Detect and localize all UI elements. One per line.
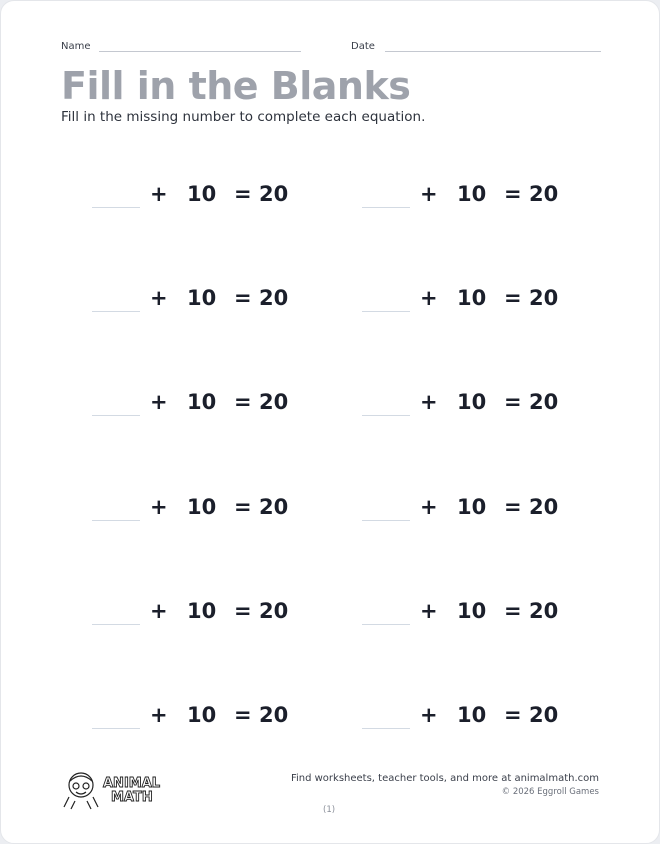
copyright: © 2026 Eggroll Games [501, 787, 599, 797]
addend: 10 [457, 599, 487, 623]
plus-sign: + [150, 599, 168, 623]
name-label: Name [61, 41, 91, 52]
addend: 10 [187, 495, 217, 519]
result: 20 [259, 182, 289, 206]
addend: 10 [457, 390, 487, 414]
svg-text:MATH: MATH [111, 790, 153, 805]
addend: 10 [457, 703, 487, 727]
result: 20 [529, 703, 559, 727]
equals-sign: = [234, 703, 252, 727]
addend: 10 [457, 495, 487, 519]
svg-text:ANIMAL: ANIMAL [103, 776, 161, 791]
plus-sign: + [150, 703, 168, 727]
answer-blank[interactable] [362, 415, 410, 416]
answer-blank[interactable] [92, 624, 140, 625]
date-label: Date [351, 41, 375, 52]
answer-blank[interactable] [362, 728, 410, 729]
answer-blank[interactable] [362, 207, 410, 208]
result: 20 [259, 599, 289, 623]
answer-blank[interactable] [362, 624, 410, 625]
promo-text: Find worksheets, teacher tools, and more at animalmath.com [290, 773, 599, 784]
plus-sign: + [420, 390, 438, 414]
addend: 10 [457, 182, 487, 206]
equals-sign: = [504, 599, 522, 623]
addend: 10 [457, 286, 487, 310]
mascot-icon [64, 773, 98, 809]
page-title: Fill in the Blanks [61, 64, 411, 108]
equals-sign: = [234, 495, 252, 519]
equals-sign: = [504, 286, 522, 310]
plus-sign: + [150, 286, 168, 310]
equals-sign: = [234, 286, 252, 310]
plus-sign: + [420, 599, 438, 623]
result: 20 [529, 286, 559, 310]
result: 20 [259, 495, 289, 519]
equals-sign: = [234, 390, 252, 414]
answer-blank[interactable] [92, 311, 140, 312]
result: 20 [529, 495, 559, 519]
addend: 10 [187, 286, 217, 310]
plus-sign: + [420, 286, 438, 310]
equals-sign: = [504, 495, 522, 519]
answer-blank[interactable] [92, 520, 140, 521]
plus-sign: + [420, 703, 438, 727]
name-field[interactable] [99, 51, 301, 52]
plus-sign: + [150, 495, 168, 519]
equals-sign: = [504, 182, 522, 206]
plus-sign: + [420, 182, 438, 206]
plus-sign: + [420, 495, 438, 519]
addend: 10 [187, 182, 217, 206]
page-number: (1) [323, 805, 336, 815]
plus-sign: + [150, 390, 168, 414]
addend: 10 [187, 599, 217, 623]
result: 20 [529, 390, 559, 414]
equals-sign: = [504, 703, 522, 727]
equals-sign: = [504, 390, 522, 414]
result: 20 [529, 182, 559, 206]
date-field[interactable] [385, 51, 601, 52]
answer-blank[interactable] [92, 207, 140, 208]
animal-math-logo [61, 767, 171, 811]
instructions: Fill in the missing number to complete each equation. [61, 109, 426, 125]
plus-sign: + [150, 182, 168, 206]
answer-blank[interactable] [92, 728, 140, 729]
answer-blank[interactable] [362, 520, 410, 521]
answer-blank[interactable] [92, 415, 140, 416]
result: 20 [259, 390, 289, 414]
result: 20 [259, 286, 289, 310]
result: 20 [259, 703, 289, 727]
addend: 10 [187, 703, 217, 727]
equals-sign: = [234, 182, 252, 206]
answer-blank[interactable] [362, 311, 410, 312]
addend: 10 [187, 390, 217, 414]
equals-sign: = [234, 599, 252, 623]
result: 20 [529, 599, 559, 623]
